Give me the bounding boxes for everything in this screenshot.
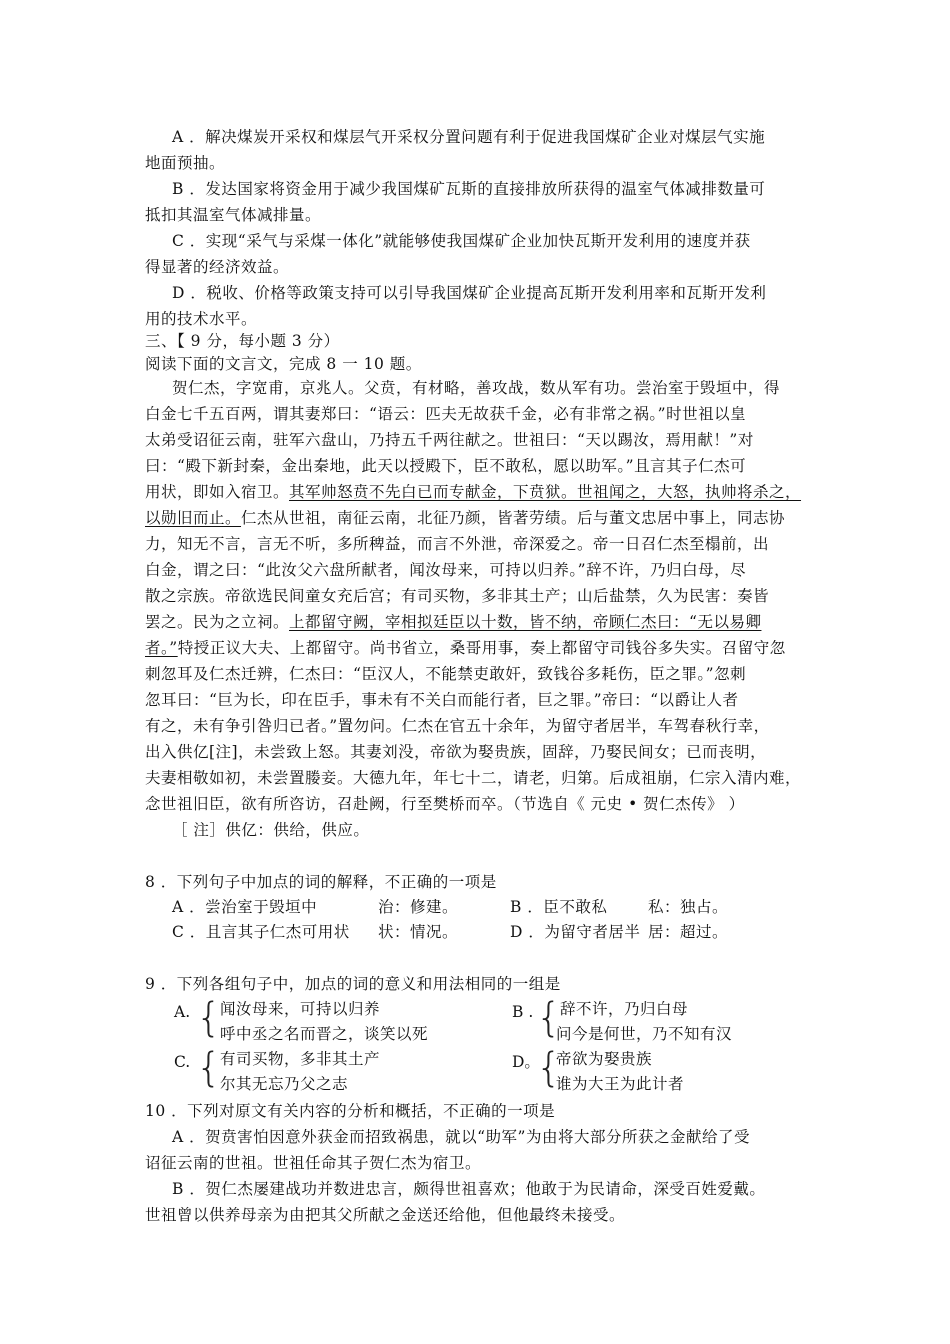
passage-text: 罢之。民为之立祠。 bbox=[145, 613, 290, 631]
passage-line: 出入供亿[注]，未尝致上怒。其妻刘没，帝欲为娶贵族，固辞，乃娶民间女；已而丧明， bbox=[145, 743, 767, 761]
q8-option-b-definition: 私：独占。 bbox=[648, 898, 729, 916]
q9-option-a-line-2: 呼中丞之名而晋之，谈笑以死 bbox=[220, 1025, 429, 1043]
q10-option-a-line-2: 诏征云南的世祖。世祖任命其子贺仁杰为宿卫。 bbox=[145, 1154, 482, 1172]
passage-line: 念世祖旧臣，欲有所咨访，召赴阙，行至樊桥而卒。（节选自《 元史 • 贺仁杰传》 ） bbox=[145, 795, 745, 813]
q9-option-d-label: D。 bbox=[512, 1053, 540, 1071]
passage-line bbox=[145, 482, 801, 502]
q9-option-b-line-2: 问今是何世，乃不知有汉 bbox=[556, 1025, 733, 1043]
passage-line: 力，知无不言，言无不听，多所稗益，而言不外泄，帝深爱之。帝一日召仁杰至榻前，出 bbox=[145, 535, 770, 553]
passage-text: 仁杰从世祖，南征云南，北征乃颜，皆著劳绩。后与董文忠居中事上，同志协 bbox=[241, 509, 786, 527]
underlined-sentence: 者。” bbox=[145, 639, 178, 657]
q9-option-a-line-1: 闻汝母来，可持以归养 bbox=[220, 1000, 381, 1018]
passage-line: 太弟受诏征云南，驻军六盘山，乃持五千两往献之。世祖曰：“天以踢汝，焉用献！”对 bbox=[145, 431, 754, 449]
passage-line bbox=[145, 508, 785, 528]
passage-line bbox=[145, 612, 761, 632]
q9-stem: 9 ．下列各组句子中，加点的词的意义和用法相同的一组是 bbox=[145, 975, 561, 993]
passage-text: 用状，即如入宿卫。 bbox=[145, 483, 290, 501]
section3-instruction: 阅读下面的文言文，完成 8 一 10 题。 bbox=[145, 355, 422, 373]
option-d-line-1: D ．税收、价格等政策支持可以引导我国煤矿企业提高瓦斯开发利用率和瓦斯开发利 bbox=[172, 284, 767, 302]
passage-line: 散之宗族。帝欲选民间童女充后宫；有司买物，多非其土产；山后盐禁，久为民害：奏皆 bbox=[145, 587, 770, 605]
left-brace-icon: { bbox=[536, 995, 562, 1041]
left-brace-icon: { bbox=[196, 995, 222, 1041]
q8-option-a: A ．尝治室于毁垣中 bbox=[172, 898, 318, 916]
underlined-sentence: 以勋旧而止。 bbox=[145, 509, 242, 527]
underlined-sentence: 其军帅怒贲不先白已而专献金，下贲狱。世祖闻之，大怒，执帅将杀之， bbox=[289, 483, 802, 501]
q8-option-a-definition: 治：修建。 bbox=[378, 898, 459, 916]
q9-option-d-line-1: 帝欲为娶贵族 bbox=[556, 1050, 653, 1068]
passage-line: 白金，谓之曰：“此汝父六盘所献者，闻汝母来，可持以归养。”辞不许，乃归白母，尽 bbox=[145, 561, 747, 579]
passage-line: 白金七千五百两，谓其妻郑曰：“语云：匹夫无故获千金，必有非常之祸。”时世祖以皇 bbox=[145, 405, 747, 423]
passage-text: 特授正议大夫、上都留守。尚书省立，桑哥用事，奏上都留守司钱谷多失实。召留守忽 bbox=[177, 639, 786, 657]
q9-option-c-line-1: 有司买物，多非其土产 bbox=[220, 1050, 381, 1068]
option-d-line-2: 用的技术水平。 bbox=[145, 310, 258, 328]
left-brace-icon: { bbox=[196, 1045, 222, 1091]
passage-line: 忽耳曰：“巨为长，印在臣手，事未有不关白而能行者，巨之罪。”帝曰：“以爵让人者 bbox=[145, 691, 739, 709]
passage-line: 曰：“殿下新封秦，金出秦地，此天以授殿下，臣不敢私，愿以助军。”且言其子仁杰可 bbox=[145, 457, 747, 475]
passage-line bbox=[145, 638, 786, 658]
q10-option-a-line-1: A ．贺贲害怕因意外获金而招致祸患，就以“助军”为由将大部分所获之金献给了受 bbox=[172, 1128, 750, 1146]
option-c-line-1: C ．实现“采气与采煤一体化”就能够使我国煤矿企业加快瓦斯开发利用的速度并获 bbox=[172, 232, 751, 250]
q10-option-b-line-2: 世祖曾以供养母亲为由把其父所献之金送还给他，但他最终未接受。 bbox=[145, 1206, 626, 1224]
passage-line: 刺忽耳及仁杰迁辨，仁杰曰：“臣汉人，不能禁吏敢奸，致钱谷多耗伤，臣之罪。”忽刺 bbox=[145, 665, 747, 683]
q8-option-c: C ．且言其子仁杰可用状 bbox=[172, 923, 350, 941]
q9-option-a-label: A. bbox=[174, 1003, 191, 1021]
q8-option-d-definition: 居：超过。 bbox=[648, 923, 729, 941]
passage-note: ［ 注］供亿：供给，供应。 bbox=[172, 821, 370, 839]
q9-option-b-line-1: 辞不许，乃归白母 bbox=[560, 1000, 689, 1018]
section3-heading: 三、【 9 分，每小题 3 分） bbox=[145, 332, 340, 350]
passage-line: 夫妻相敬如初，未尝置媵妾。大德九年，年七十二，请老，归第。后成祖崩，仁宗入清内难， bbox=[145, 769, 802, 787]
option-b-line-1: B ．发达国家将资金用于减少我国煤矿瓦斯的直接排放所获得的温室气体减排数量可 bbox=[172, 180, 766, 198]
option-c-line-2: 得显著的经济效益。 bbox=[145, 258, 290, 276]
q9-option-b-label: B . bbox=[512, 1003, 534, 1021]
underlined-sentence: 上都留守阙，宰相拟廷臣以十数，皆不纳，帝顾仁杰曰：“无以易卿 bbox=[289, 613, 762, 631]
q10-stem: 10 ．下列对原文有关内容的分析和概括，不正确的一项是 bbox=[145, 1102, 556, 1120]
q9-option-c-line-2: 尔其无忘乃父之志 bbox=[220, 1075, 349, 1093]
q9-option-c-label: C. bbox=[174, 1053, 191, 1071]
q8-option-c-definition: 状：情况。 bbox=[378, 923, 459, 941]
left-brace-icon: { bbox=[536, 1045, 562, 1091]
passage-line: 贺仁杰，字宽甫，京兆人。父贲，有材略，善攻战，数从军有功。尝治室于毁垣中，得 bbox=[172, 379, 781, 397]
q8-stem: 8 ．下列句子中加点的词的解释，不正确的一项是 bbox=[145, 873, 497, 891]
passage-line: 有之，未有争引咎归已者。”置勿问。仁杰在官五十余年，为留守者居半，车驾春秋行幸， bbox=[145, 717, 770, 735]
q9-option-d-line-2: 谁为大王为此计者 bbox=[556, 1075, 685, 1093]
option-b-line-2: 抵扣其温室气体减排量。 bbox=[145, 206, 322, 224]
option-a-line-1: A ．解决煤炭开采权和煤层气开采权分置问题有利于促进我国煤矿企业对煤层气实施 bbox=[172, 128, 766, 146]
q8-option-d: D ．为留守者居半 bbox=[510, 923, 641, 941]
q10-option-b-line-1: B ．贺仁杰屡建战功并数进忠言，颇得世祖喜欢；他敢于为民请命，深受百姓爱戴。 bbox=[172, 1180, 766, 1198]
option-a-line-2: 地面预抽。 bbox=[145, 154, 226, 172]
q8-option-b: B ．臣不敢私 bbox=[510, 898, 608, 916]
